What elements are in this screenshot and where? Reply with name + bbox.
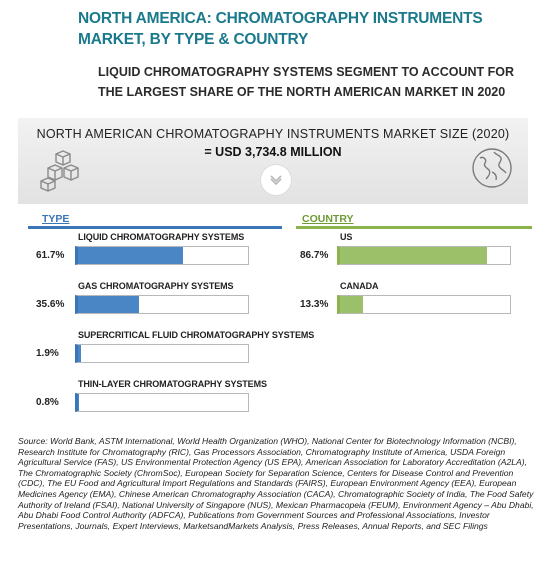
- bar-category-label: THIN-LAYER CHROMATOGRAPHY SYSTEMS: [78, 379, 267, 389]
- bar-track: [75, 246, 249, 265]
- bar-value-label: 86.7%: [300, 250, 329, 261]
- bar-category-label: GAS CHROMATOGRAPHY SYSTEMS: [78, 281, 234, 291]
- type-section-label: TYPE: [42, 213, 70, 225]
- bar-category-label: CANADA: [340, 281, 379, 291]
- bar-track: [337, 246, 511, 265]
- type-section-divider: [28, 226, 282, 229]
- bar-value-label: 13.3%: [300, 299, 329, 310]
- bar-category-label: LIQUID CHROMATOGRAPHY SYSTEMS: [78, 232, 245, 242]
- market-size-value: = USD 3,734.8 MILLION: [204, 145, 342, 159]
- bar-value-label: 1.9%: [36, 348, 59, 359]
- type-section-header: [42, 209, 69, 227]
- bar-track: [75, 344, 249, 363]
- cubes-icon: [40, 150, 86, 192]
- source-note: Source: World Bank, ASTM International, World Health Organization (WHO), National Center for Biotechnology Information (NCBI), Research Institute for Chromatography (RIC), Gas Processors Association, Chromatography Institute of America, USDA Foreign Agricultural Service (FAS), US Environmental Protection Agency (US EPA), American Association for Laboratory Accreditation (A2LA), The Chromatographic Society (ChromSoc), European Society for Separation Science, Centers for Disease Control and Prevention (CDC), The EU Food and Agricultural Import Regulations and Standards (FAIRS), European Environment Agency (EEA), European Medicines Agency (EMA), Chinese American Chromatography Association (CACA), Chromatographic Society of India, The Food Safety Authority of Ireland (FSAI), National University of Singapore (NUS), Mexican Pharmacopeia (FEUM), Environment Agency – Abu Dhabi, Abu Dhabi Food Control Authority (ADFCA), Publications from Government Sources and Professional Associations, Investor Presentations, Journals, Expert Interviews, MarketsandMarkets Analysis, Press Releases, Annual Reports, and SEC Filings: [18, 436, 534, 531]
- bar-value-label: 35.6%: [36, 299, 65, 310]
- chart-subtitle: LIQUID CHROMATOGRAPHY SYSTEMS SEGMENT TO ACCOUNT FOR THE LARGEST SHARE OF THE NORTH AMERICAN MARKET IN 2020: [98, 65, 514, 99]
- chevron-down-icon: [260, 164, 292, 196]
- bar-track: [75, 393, 249, 412]
- bar: [78, 394, 79, 411]
- bar-value-label: 0.8%: [36, 397, 59, 408]
- bar-track: [337, 295, 511, 314]
- country-section-label: COUNTRY: [302, 213, 354, 225]
- bar-track: [75, 295, 249, 314]
- bar: [78, 345, 81, 362]
- globe-icon: [470, 146, 514, 190]
- bar-category-label: US: [340, 232, 353, 242]
- bar-value-label: 61.7%: [36, 250, 65, 261]
- bar: [78, 247, 183, 264]
- chart-title: NORTH AMERICA: CHROMATOGRAPHY INSTRUMENTS MARKET, BY TYPE & COUNTRY: [78, 10, 483, 48]
- market-size-title: NORTH AMERICAN CHROMATOGRAPHY INSTRUMENTS MARKET SIZE (2020): [36, 127, 510, 141]
- bar-category-label: SUPERCRITICAL FLUID CHROMATOGRAPHY SYSTEMS: [78, 330, 315, 340]
- bar: [340, 247, 487, 264]
- bar: [340, 296, 363, 313]
- bar: [78, 296, 139, 313]
- country-section-divider: [296, 226, 532, 229]
- country-section-header: [302, 209, 354, 227]
